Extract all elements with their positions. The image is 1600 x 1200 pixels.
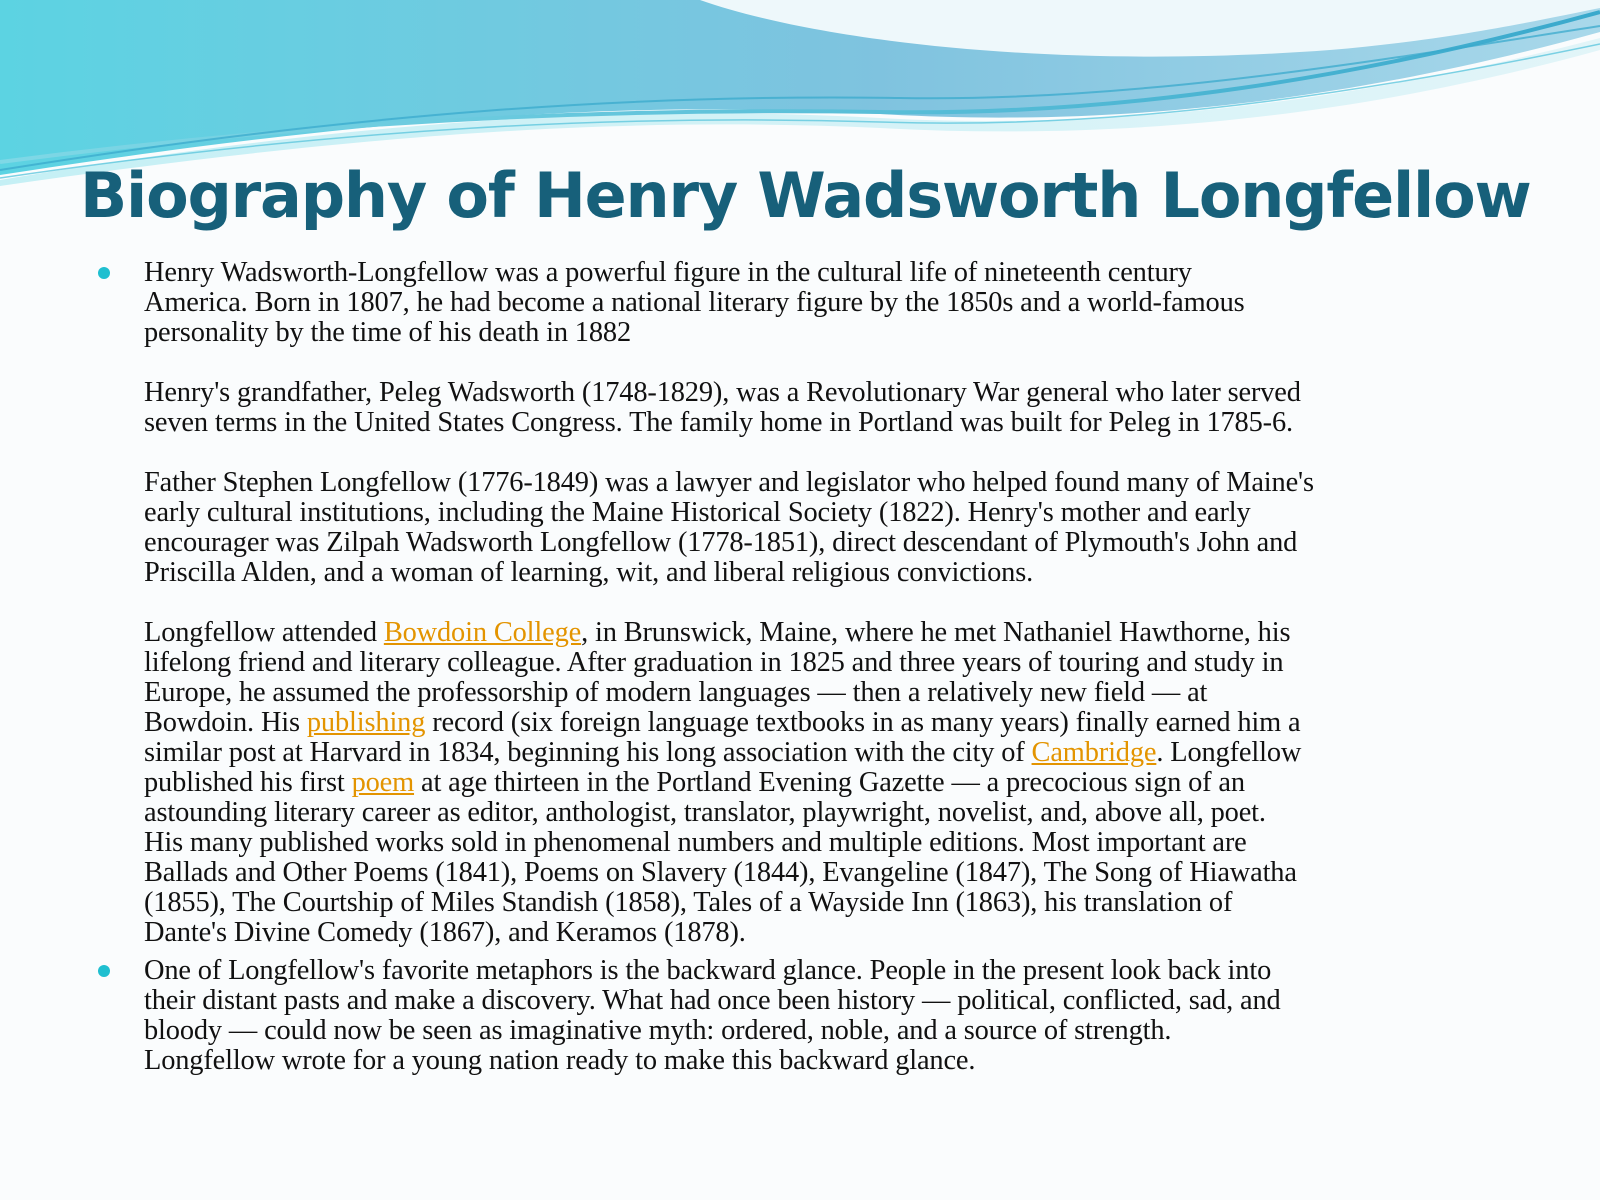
- text-line: [144, 768, 1518, 798]
- bullet-dot-icon: [98, 965, 110, 977]
- text-line: seven terms in the United States Congress. The family home in Portland was built for Peleg in 1785-6.: [144, 407, 1293, 438]
- text-line: Priscilla Alden, and a woman of learning, wit, and liberal religious convictions.: [144, 557, 1034, 588]
- text-segment: at age thirteen in the Portland Evening Gazette — a precocious sign of an: [414, 767, 1245, 798]
- text-line: Europe, he assumed the professorship of modern languages — then a relatively new field — at: [144, 677, 1208, 708]
- text-line: His many published works sold in phenomenal numbers and multiple editions. Most important are: [144, 827, 1247, 858]
- text-segment: similar post at Harvard in 1834, beginning his long association with the city of: [144, 737, 1032, 768]
- text-line: Father Stephen Longfellow (1776-1849) was a lawyer and legislator who helped found many of Maine's: [144, 467, 1314, 498]
- text-line: America. Born in 1807, he had become a national literary figure by the 1850s and a world-famous: [144, 287, 1245, 318]
- link-bowdoin-college[interactable]: Bowdoin College: [383, 617, 582, 648]
- link-poem[interactable]: poem: [351, 767, 415, 798]
- text-line: bloody — could now be seen as imaginative myth: ordered, noble, and a source of strength.: [144, 1015, 1172, 1046]
- text-line: [144, 738, 1518, 768]
- text-segment: record (six foreign language textbooks in as many years) finally earned him a: [425, 707, 1301, 738]
- text-line: One of Longfellow's favorite metaphors is the backward glance. People in the present look back into: [144, 955, 1272, 986]
- paragraph-backward-glance: [144, 956, 1518, 1076]
- text-segment: Longfellow attended: [144, 617, 384, 648]
- link-cambridge[interactable]: Cambridge: [1031, 737, 1157, 768]
- bullet-list: [98, 258, 1518, 1084]
- text-line: [144, 708, 1518, 738]
- text-line: Longfellow wrote for a young nation ready to make this backward glance.: [144, 1045, 976, 1076]
- text-line: (1855), The Courtship of Miles Standish (1858), Tales of a Wayside Inn (1863), his translation of: [144, 887, 1233, 918]
- text-line: encourager was Zilpah Wadsworth Longfellow (1778-1851), direct descendant of Plymouth's John and: [144, 527, 1298, 558]
- text-line: personality by the time of his death in 1882: [144, 317, 631, 348]
- bullet-item-backward-glance: [98, 956, 1518, 1076]
- text-line: astounding literary career as editor, anthologist, translator, playwright, novelist, and, above all, poet.: [144, 797, 1266, 828]
- text-line: Ballads and Other Poems (1841), Poems on Slavery (1844), Evangeline (1847), The Song of Hiawatha: [144, 857, 1297, 888]
- text-line: Dante's Divine Comedy (1867), and Keramos (1878).: [144, 917, 746, 948]
- text-segment: published his first: [144, 767, 352, 798]
- text-segment: Bowdoin. His: [144, 707, 307, 738]
- text-line: lifelong friend and literary colleague. After graduation in 1825 and three years of touring and study in: [144, 647, 1284, 678]
- text-segment: . Longfellow: [1156, 737, 1302, 768]
- slide-title: Biography of Henry Wadsworth Longfellow: [80, 159, 1531, 232]
- paragraph-career: [144, 618, 1518, 948]
- text-segment: , in Brunswick, Maine, where he met Nathaniel Hawthorne, his: [581, 617, 1291, 648]
- paragraph-overview: [144, 258, 1518, 348]
- link-publishing[interactable]: publishing: [306, 707, 426, 738]
- paragraph-grandfather: [144, 378, 1518, 438]
- text-line: Henry's grandfather, Peleg Wadsworth (1748-1829), was a Revolutionary War general who later served: [144, 377, 1301, 408]
- paragraph-parents: [144, 468, 1518, 588]
- text-line: their distant pasts and make a discovery. What had once been history — political, conflicted, sad, and: [144, 985, 1281, 1016]
- bullet-dot-icon: [98, 267, 110, 279]
- bullet-item-biography: [98, 258, 1518, 948]
- text-line: [144, 618, 1518, 648]
- text-line: Henry Wadsworth-Longfellow was a powerful figure in the cultural life of nineteenth century: [144, 257, 1192, 288]
- text-line: early cultural institutions, including the Maine Historical Society (1822). Henry's mother and early: [144, 497, 1251, 528]
